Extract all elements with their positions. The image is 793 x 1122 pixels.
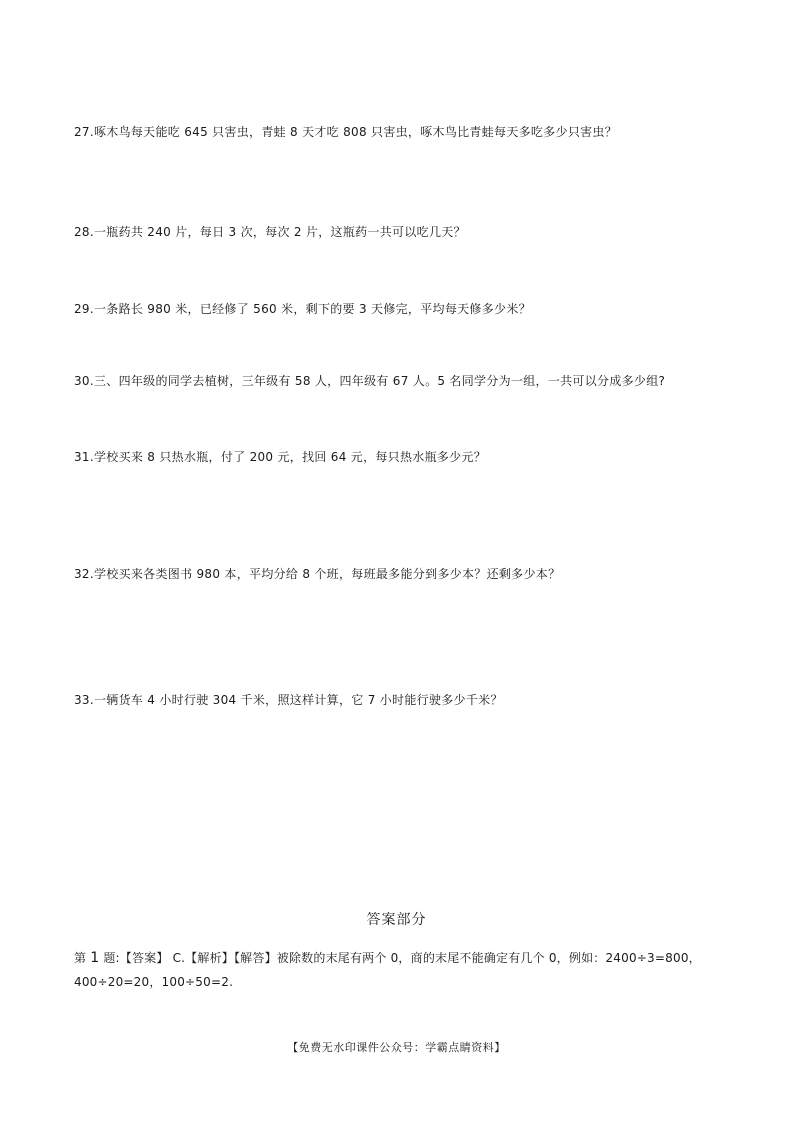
question-29: 29.一条路长 980 米，已经修了 560 米，剩下的要 3 天修完，平均每天修多少米？	[74, 302, 531, 316]
question-27: 27.啄木鸟每天能吃 645 只害虫，青蛙 8 天才吃 808 只害虫，啄木鸟比青蛙每天多吃多少只害虫？	[74, 125, 618, 139]
footer-note: 【免费无水印课件公众号：学霸点睛资料】	[287, 1041, 506, 1054]
answer-text-line2: 400÷20=20，100÷50=2.	[74, 975, 234, 989]
question-32: 32.学校买来各类图书 980 本，平均分给 8 个班，每班最多能分到多少本？还剩多少本？	[74, 567, 561, 581]
question-31: 31.学校买来 8 只热水瓶，付了 200 元，找回 64 元，每只热水瓶多少元？	[74, 450, 487, 464]
answer-item-1	[74, 946, 726, 994]
question-28: 28.一瓶药共 240 片，每日 3 次，每次 2 片，这瓶药一共可以吃几天？	[74, 225, 466, 239]
answer-line-1	[74, 946, 726, 970]
question-30: 30.三、四年级的同学去植树，三年级有 58 人，四年级有 67 人。5 名同学分为一组，一共可以分成多少组?	[74, 374, 666, 388]
answer-text-line1: 题:【答案】 C.【解析】【解答】被除数的末尾有两个 0，商的末尾不能确定有几个 0，例如：2400÷3=800，	[103, 951, 701, 965]
answer-section-title: 答案部分	[366, 912, 427, 928]
question-33: 33.一辆货车 4 小时行驶 304 千米，照这样计算，它 7 小时能行驶多少千米？	[74, 693, 503, 707]
answer-number: 1	[90, 950, 100, 966]
answer-prefix: 第	[74, 951, 87, 965]
